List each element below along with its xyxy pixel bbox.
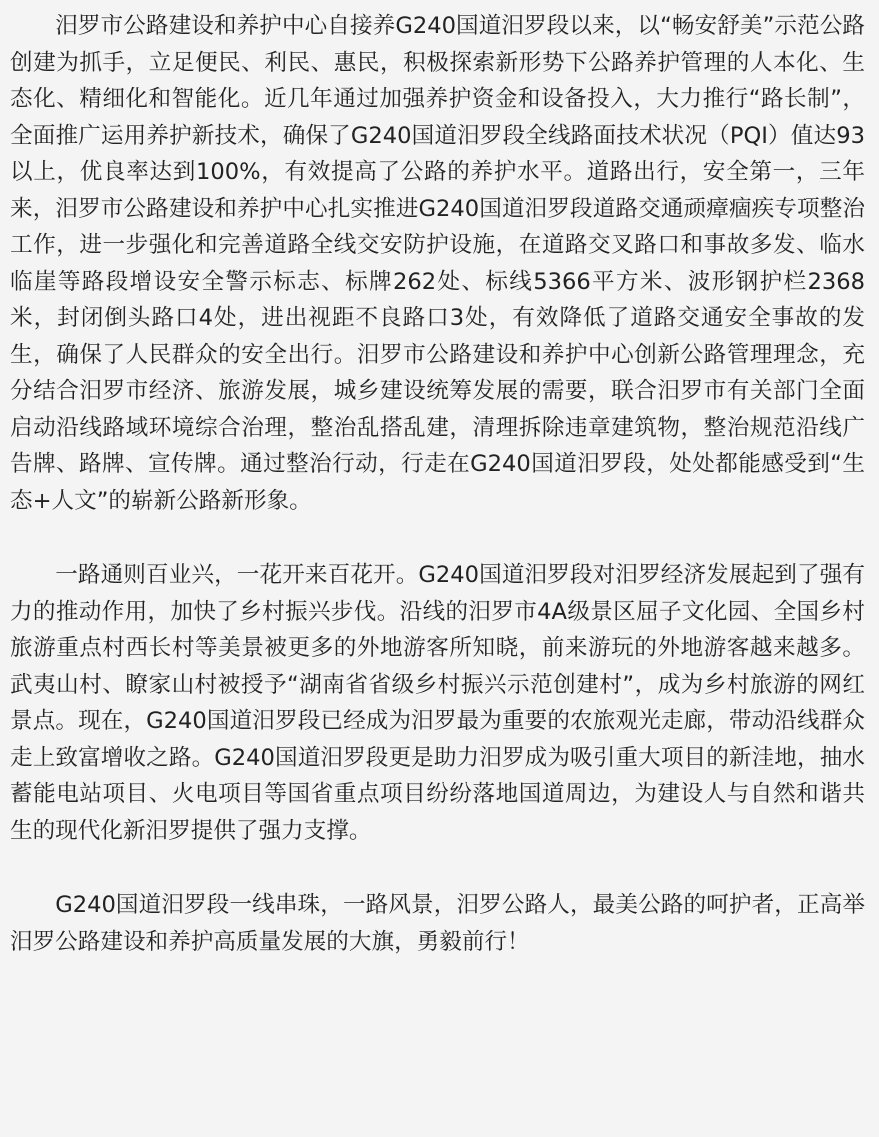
paragraph-2: 一路通则百业兴，一花开来百花开。G240国道汨罗段对汨罗经济发展起到了强有力的推动作用，加快了乡村振兴步伐。沿线的汨罗市4A级景区屈子文化园、全国乡村旅游重点村西长村等美景被更多的外地游客所知晓，前来游玩的外地游客越来越多。武夷山村、瞭家山村被授予“湖南省省级乡村振兴示范创建村”，成为乡村旅游的网红景点。现在，G240国道汨罗段已经成为汨罗最为重要的农旅观光走廊，带动沿线群众走上致富增收之路。G240国道汨罗段更是助力汨罗成为吸引重大项目的新洼地，抽水蓄能电站项目、火电项目等国省重点项目纷纷落地国道周边，为建设人与自然和谐共生的现代化新汨罗提供了强力支撑。 <box>10 562 865 844</box>
paragraph-3: G240国道汨罗段一线串珠，一路风景，汨罗公路人，最美公路的呵护者，正高举汨罗公路建设和养护高质量发展的大旗，勇毅前行！ <box>10 892 865 955</box>
paragraph-1: 汨罗市公路建设和养护中心自接养G240国道汨罗段以来，以“畅安舒美”示范公路创建为抓手，立足便民、利民、惠民，积极探索新形势下公路养护管理的人本化、生态化、精细化和智能化。近几年通过加强养护资金和设备投入，大力推行“路长制”，全面推广运用养护新技术，确保了G240国道汨罗段全线路面技术状况（PQI）值达93以上，优良率达到100%，有效提高了公路的养护水平。道路出行，安全第一，三年来，汨罗市公路建设和养护中心扎实推进G240国道汨罗段道路交通顽瘴痼疾专项整治工作，进一步强化和完善道路全线交安防护设施，在道路交叉路口和事故多发、临水临崖等路段增设安全警示标志、标牌262处、标线5366平方米、波形钢护栏2368米，封闭倒头路口4处，进出视距不良路口3处，有效降低了道路交通安全事故的发生，确保了人民群众的安全出行。汨罗市公路建设和养护中心创新公路管理理念，充分结合汨罗市经济、旅游发展，城乡建设统筹发展的需要，联合汨罗市有关部门全面启动沿线路域环境综合治理，整治乱搭乱建，清理拆除违章建筑物，整治规范沿线广告牌、路牌、宣传牌。通过整治行动，行走在G240国道汨罗段，处处都能感受到“生态+人文”的崭新公路新形象。 <box>10 13 865 514</box>
